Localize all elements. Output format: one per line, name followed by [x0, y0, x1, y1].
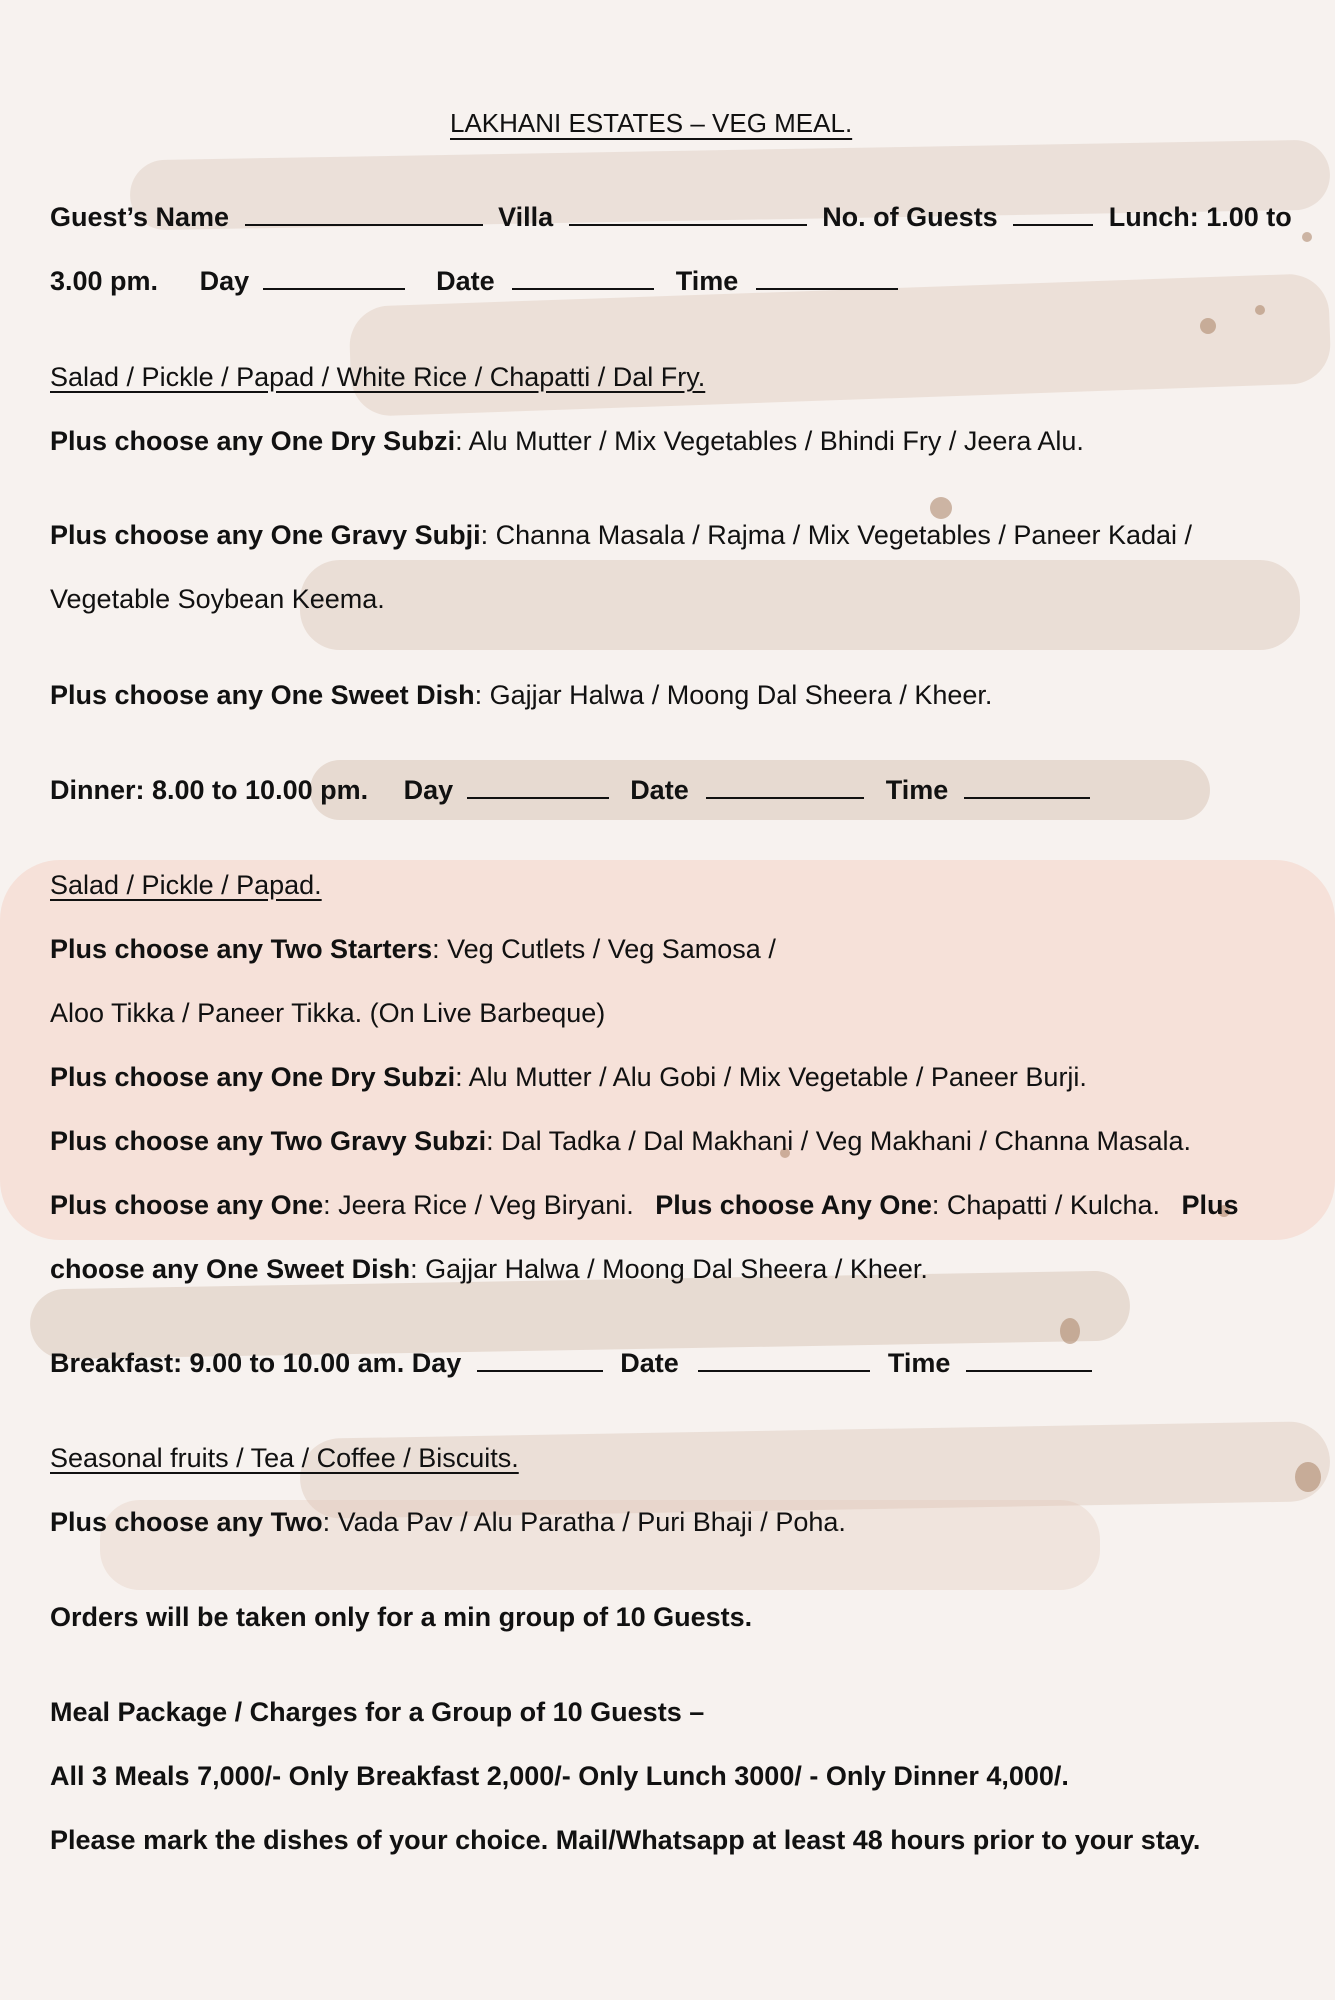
dinner-dry-label: Plus choose any One Dry Subzi	[50, 1062, 456, 1092]
villa-field[interactable]	[569, 202, 807, 226]
dinner-sweet-label-start: Plus	[1181, 1190, 1239, 1220]
speckle	[1255, 305, 1265, 315]
lunch-sweet-items: : Gajjar Halwa / Moong Dal Sheera / Kheer.	[474, 680, 993, 710]
guest-info-row	[50, 202, 1292, 233]
breakfast-time-field[interactable]	[966, 1348, 1092, 1372]
breakfast-choose-two	[50, 1507, 846, 1538]
breakfast-date-field[interactable]	[698, 1348, 870, 1372]
speckle	[930, 497, 952, 519]
dinner-dry-subzi	[50, 1062, 1087, 1093]
brush-stroke	[0, 860, 1335, 1240]
lunch-date-label: Date	[436, 266, 495, 296]
lunch-base-items: Salad / Pickle / Papad / White Rice / Chapatti / Dal Fry.	[50, 362, 706, 392]
dinner-date-label: Date	[630, 775, 689, 805]
lunch-day-label: Day	[199, 266, 250, 296]
dinner-dry-items: : Alu Mutter / Alu Gobi / Mix Vegetable / Paneer Burji.	[455, 1062, 1087, 1092]
breakfast-date-label: Date	[620, 1348, 679, 1378]
lunch-sweet-label: Plus choose any One Sweet Dish	[50, 680, 475, 710]
package-prices: All 3 Meals 7,000/- Only Breakfast 2,000/- Only Lunch 3000/ - Only Dinner 4,000/.	[50, 1761, 1069, 1791]
lunch-dry-subzi	[50, 426, 1084, 457]
dinner-time-label: Time	[885, 775, 949, 805]
guests-label: No. of Guests	[822, 202, 998, 232]
lunch-gravy-items-cont: Vegetable Soybean Keema.	[50, 584, 385, 614]
lunch-date-field[interactable]	[512, 266, 654, 290]
dinner-sweet-dish	[50, 1254, 928, 1285]
guest-name-field[interactable]	[245, 202, 483, 226]
breakfast-time-label: Time	[887, 1348, 951, 1378]
dinner-gravy-items: : Dal Tadka / Dal Makhani / Veg Makhani / Channa Masala.	[486, 1126, 1192, 1156]
lunch-sweet-dish	[50, 680, 992, 711]
lunch-dry-label: Plus choose any One Dry Subzi	[50, 426, 456, 456]
dinner-starters-items-cont: Aloo Tikka / Paneer Tikka. (On Live Barbeque)	[50, 998, 606, 1028]
brush-stroke	[300, 560, 1300, 650]
dinner-base-items: Salad / Pickle / Papad.	[50, 870, 322, 900]
lunch-gravy-items: : Channa Masala / Rajma / Mix Vegetables / Paneer Kadai /	[480, 520, 1193, 550]
lunch-schedule-row	[50, 266, 898, 297]
dinner-time-field[interactable]	[964, 775, 1090, 799]
breakfast-two-label: Plus choose any Two	[50, 1507, 323, 1537]
dinner-bread-label: Plus choose Any One	[655, 1190, 932, 1220]
guests-field[interactable]	[1013, 202, 1093, 226]
dinner-rice-label: Plus choose any One	[50, 1190, 324, 1220]
lunch-time-field-label: Time	[675, 266, 739, 296]
lunch-dry-items: : Alu Mutter / Mix Vegetables / Bhindi Fry / Jeera Alu.	[455, 426, 1084, 456]
package-heading: Meal Package / Charges for a Group of 10 Guests –	[50, 1697, 705, 1727]
breakfast-base-items: Seasonal fruits / Tea / Coffee / Biscuits.	[50, 1443, 519, 1473]
dinner-day-field[interactable]	[467, 775, 609, 799]
speckle	[1302, 232, 1312, 242]
lunch-time-field[interactable]	[756, 266, 898, 290]
dinner-sweet-items: : Gajjar Halwa / Moong Dal Sheera / Kheer.	[410, 1254, 928, 1284]
speckle	[1060, 1318, 1080, 1344]
dinner-schedule-row	[50, 775, 1090, 806]
speckle	[1295, 1462, 1321, 1492]
lunch-time-label: Lunch: 1.00 to	[1108, 202, 1292, 232]
breakfast-heading: Breakfast: 9.00 to 10.00 am. Day	[50, 1348, 462, 1378]
breakfast-two-items: : Vada Pav / Alu Paratha / Puri Bhaji / Poha.	[322, 1507, 846, 1537]
dinner-starters-items: : Veg Cutlets / Veg Samosa /	[432, 934, 776, 964]
lunch-gravy-label: Plus choose any One Gravy Subji	[50, 520, 481, 550]
speckle	[1200, 318, 1216, 334]
order-instructions: Please mark the dishes of your choice. Mail/Whatsapp at least 48 hours prior to your stay.	[50, 1825, 1201, 1855]
dinner-day-label: Day	[403, 775, 454, 805]
villa-label: Villa	[498, 202, 554, 232]
page-title: LAKHANI ESTATES – VEG MEAL.	[450, 108, 853, 138]
dinner-heading: Dinner: 8.00 to 10.00 pm.	[50, 775, 369, 805]
dinner-rice-bread-row	[50, 1190, 1239, 1221]
dinner-sweet-label: choose any One Sweet Dish	[50, 1254, 411, 1284]
guest-name-label: Guest’s Name	[50, 202, 230, 232]
dinner-gravy-label: Plus choose any Two Gravy Subzi	[50, 1126, 487, 1156]
dinner-rice-items: : Jeera Rice / Veg Biryani.	[323, 1190, 634, 1220]
dinner-gravy-subzi	[50, 1126, 1191, 1157]
dinner-starters	[50, 934, 776, 965]
lunch-gravy-subji	[50, 520, 1192, 551]
dinner-starters-label: Plus choose any Two Starters	[50, 934, 433, 964]
breakfast-day-field[interactable]	[477, 1348, 603, 1372]
lunch-day-field[interactable]	[263, 266, 405, 290]
breakfast-schedule-row	[50, 1348, 1092, 1379]
dinner-date-field[interactable]	[706, 775, 864, 799]
min-group-note: Orders will be taken only for a min group of 10 Guests.	[50, 1602, 753, 1632]
lunch-time-end: 3.00 pm.	[50, 266, 159, 296]
dinner-bread-items: : Chapatti / Kulcha.	[931, 1190, 1160, 1220]
